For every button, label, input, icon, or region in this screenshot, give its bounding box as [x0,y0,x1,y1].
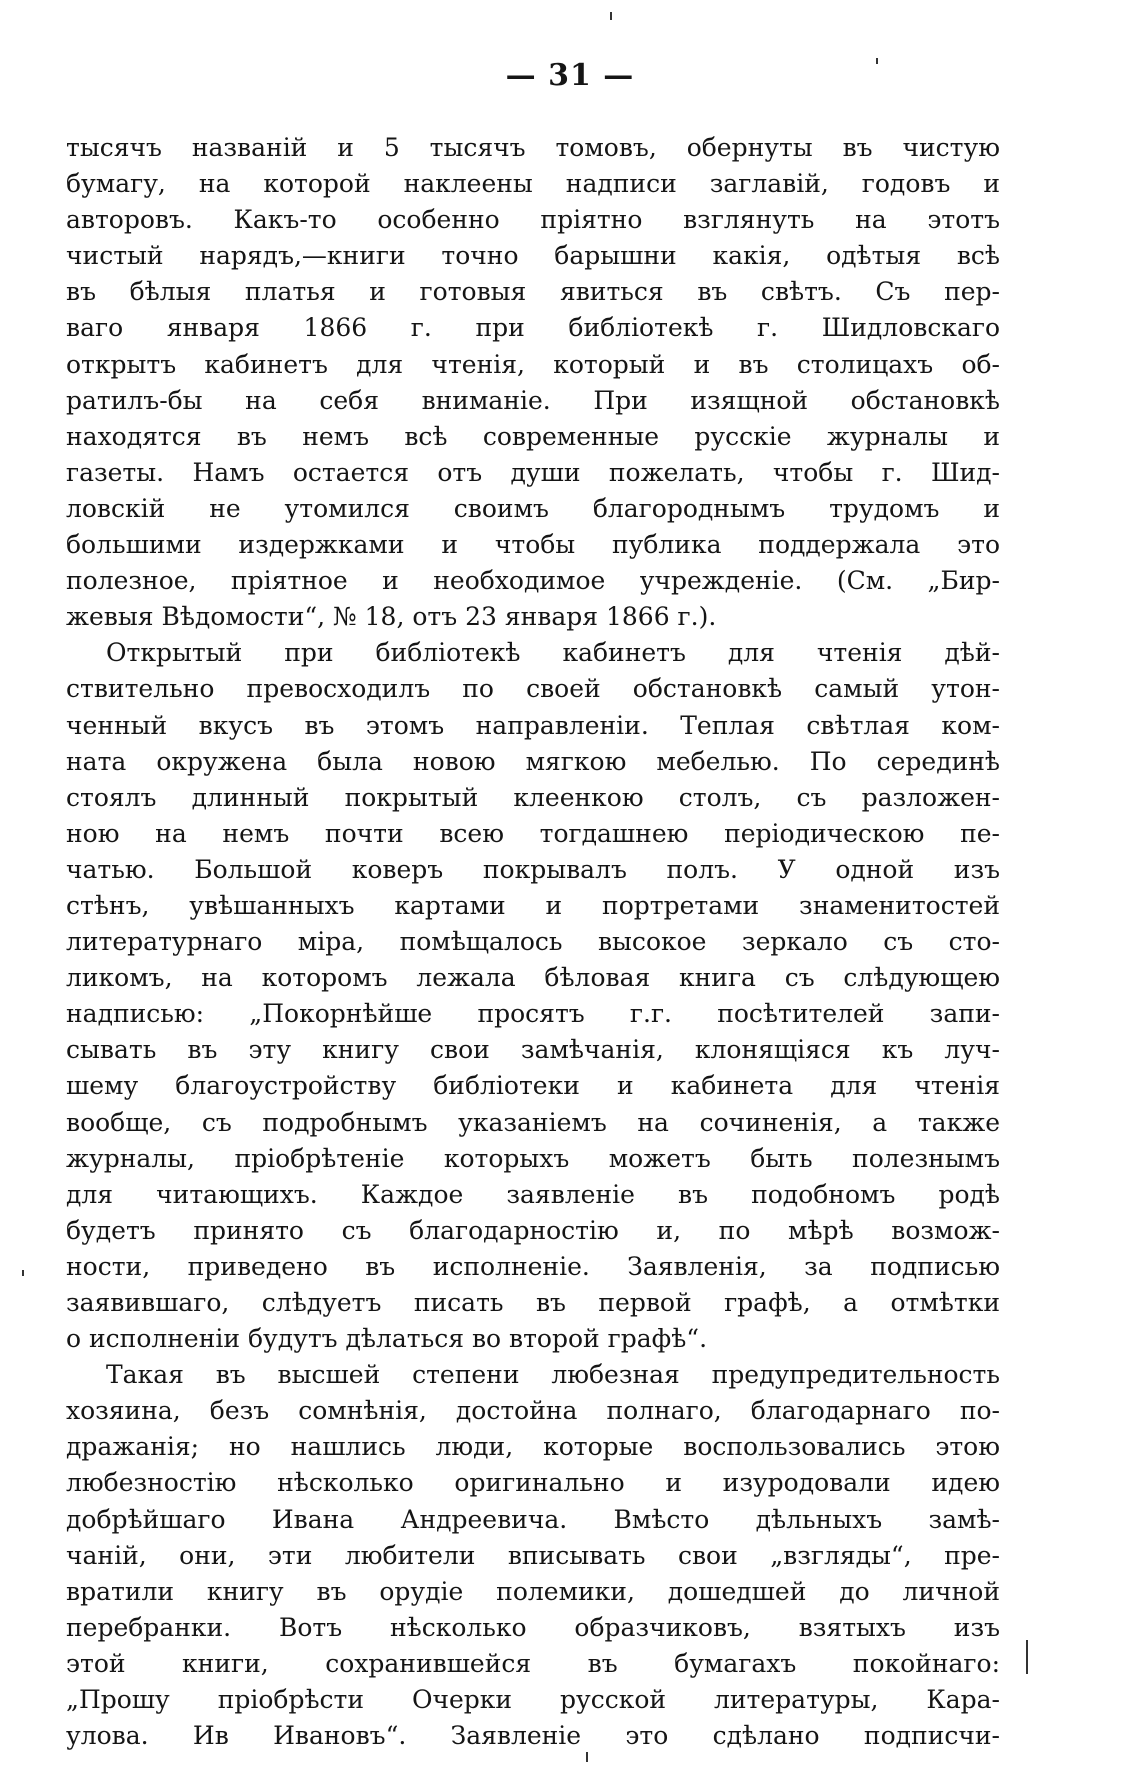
text-line: Такая въ высшей степени любезная предупредительность [106,1360,1000,1390]
text-line: полезное, пріятное и необходимое учрежденіе. (См. „Бир- [66,566,1000,596]
text-line: авторовъ. Какъ-то особенно пріятно взглянуть на этотъ [66,205,1000,235]
text-line: любезностію нѣсколько оригинально и изуродовали идею [66,1468,1000,1498]
text-line: стѣнъ, увѣшанныхъ картами и портретами знаменитостей [66,890,1000,920]
text-line: ната окружена была новою мягкою мебелью. По серединѣ [66,746,1000,776]
text-line: чаній, они, эти любители вписывать свои „взгляды“, пре- [66,1540,1000,1570]
text-line: дражанія; но нашлись люди, которые воспользовались этою [66,1432,1000,1462]
text-line: ченный вкусъ въ этомъ направленіи. Теплая свѣтлая ком- [66,710,1000,740]
scan-speck [876,58,878,64]
text-line: о исполненіи будутъ дѣлаться во второй графѣ“. [66,1324,708,1354]
text-line: добрѣйшаго Ивана Андреевича. Вмѣсто дѣльныхъ замѣ- [66,1504,1000,1534]
text-line: ваго января 1866 г. при библіотекѣ г. Шидловскаго [66,313,1000,343]
text-line: чатью. Большой коверъ покрывалъ полъ. У одной изъ [66,854,1000,884]
text-line: газеты. Намъ остается отъ души пожелать, чтобы г. Шид- [66,457,1000,487]
text-line: ловскій не утомился своимъ благороднымъ трудомъ и [66,493,1000,523]
text-line: въ бѣлыя платья и готовыя явиться въ свѣтъ. Съ пер- [66,277,1000,307]
text-line: ности, приведено въ исполненіе. Заявленія, за подписью [66,1251,1000,1281]
text-line: Открытый при библіотекѣ кабинетъ для чтенія дѣй- [106,638,1000,668]
text-line: этой книги, сохранившейся въ бумагахъ покойнаго: [66,1648,1000,1678]
text-line: сывать въ эту книгу свои замѣчанія, клонящіяся къ луч- [66,1035,1000,1065]
text-line: жевыя Вѣдомости“, № 18, отъ 23 января 1866 г.). [66,602,717,632]
text-line: вообще, съ подробнымъ указаніемъ на сочиненія, а также [66,1107,1000,1137]
text-line: вратили книгу въ орудіе полемики, дошедшей до личной [66,1576,1000,1606]
text-line: находятся въ немъ всѣ современные русскіе журналы и [66,421,1000,451]
text-line: будетъ принято съ благодарностію и, по мѣрѣ возмож- [66,1215,1000,1245]
text-line: журналы, пріобрѣтеніе которыхъ можетъ быть полезнымъ [66,1143,1000,1173]
scan-speck [586,1752,588,1762]
text-line: литературнаго міра, помѣщалось высокое зеркало съ сто- [66,927,1000,957]
text-line: ратилъ-бы на себя вниманіе. При изящной обстановкѣ [66,385,1000,415]
text-line: бумагу, на которой наклеены надписи заглавій, годовъ и [66,169,1000,199]
scan-speck [22,1270,24,1276]
text-line: открытъ кабинетъ для чтенія, который и въ столицахъ об- [66,349,1000,379]
text-line: „Прошу пріобрѣсти Очерки русской литературы, Кара- [66,1685,1000,1715]
body-text [66,130,1000,1754]
text-line: для читающихъ. Каждое заявленіе въ подобномъ родѣ [66,1179,1000,1209]
text-line: заявившаго, слѣдуетъ писать въ первой графѣ, а отмѣтки [66,1288,1000,1317]
scan-speck [610,12,612,20]
text-line: тысячъ названій и 5 тысячъ томовъ, обернуты въ чистую [66,133,1000,162]
text-line: хозяина, безъ сомнѣнія, достойна полнаго, благодарнаго по- [66,1396,1000,1426]
text-line: ною на немъ почти всею тогдашнею періодическою пе- [66,818,1000,848]
text-line: перебранки. Вотъ нѣсколько образчиковъ, взятыхъ изъ [66,1612,1000,1642]
text-line: стоялъ длинный покрытый клеенкою столъ, съ разложен- [66,782,1000,812]
text-line: шему благоустройству библіотеки и кабинета для чтенія [66,1071,1000,1101]
text-line: ликомъ, на которомъ лежала бѣловая книга съ слѣдующею [66,963,1000,993]
text-line: чистый нарядъ,—книги точно барышни какія, одѣтыя всѣ [66,241,1000,271]
scan-speck [1026,1640,1028,1674]
text-line: улова. Ив Ивановъ“. Заявленіе это сдѣлано подписчи- [66,1721,1000,1751]
text-line: надписью: „Покорнѣйше просятъ г.г. посѣтителей запи- [66,999,1000,1029]
text-line: ствительно превосходилъ по своей обстановкѣ самый утон- [66,674,1000,704]
text-line: большими издержками и чтобы публика поддержала это [66,530,1000,560]
page-number: — 31 — [505,58,635,93]
